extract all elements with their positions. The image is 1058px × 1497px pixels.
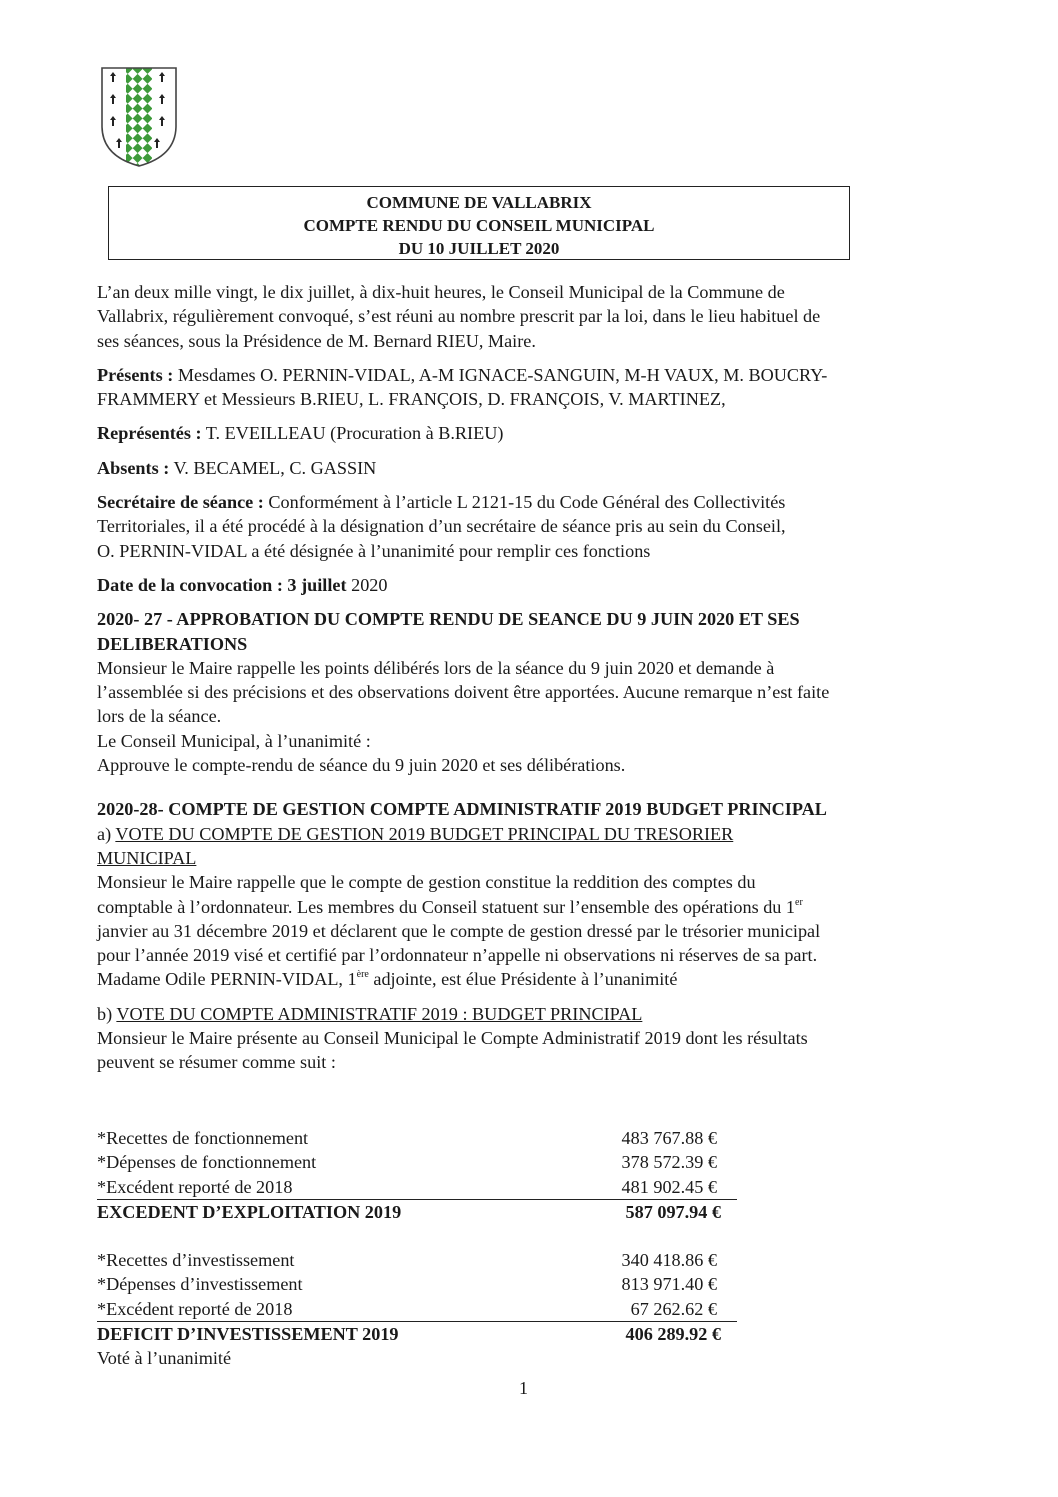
sub-b-text: Monsieur le Maire présente au Conseil Municipal le Compte Administratif 2019 dont les résultats xyxy=(97,1028,808,1049)
total-label: EXCEDENT D’EXPLOITATION 2019 xyxy=(97,1201,402,1222)
sub-a-title: VOTE DU COMPTE DE GESTION 2019 BUDGET PRINCIPAL DU TRESORIER xyxy=(115,823,734,844)
section-27-heading: 2020- 27 - APPROBATION DU COMPTE RENDU DE SEANCE DU 9 JUIN 2020 ET SES xyxy=(97,609,800,630)
row-amount: 813 971.40 € xyxy=(621,1274,717,1295)
sub-a-text: adjointe, est élue Présidente à l’unanimité xyxy=(368,969,678,990)
page-number: 1 xyxy=(519,1378,528,1398)
sub-b-text: peuvent se résumer comme suit : xyxy=(97,1052,336,1073)
total-row xyxy=(97,1199,737,1224)
document-body xyxy=(97,280,977,1085)
table-row xyxy=(97,1272,737,1296)
table-row xyxy=(97,1297,737,1321)
section-27-heading: DELIBERATIONS xyxy=(97,633,248,654)
row-amount: 481 902.45 € xyxy=(621,1176,717,1197)
row-amount: 340 418.86 € xyxy=(621,1250,717,1271)
sub-b-prefix: b) xyxy=(97,1003,117,1024)
superscript: er xyxy=(795,896,803,908)
row-label: *Excédent reporté de 2018 xyxy=(97,1298,293,1319)
total-row xyxy=(97,1321,737,1346)
row-label: *Dépenses de fonctionnement xyxy=(97,1152,317,1173)
convocation-paragraph xyxy=(97,573,977,597)
representes-label: Représentés : xyxy=(97,423,202,444)
row-amount: 378 572.39 € xyxy=(621,1152,717,1173)
sub-a-text: Monsieur le Maire rappelle que le compte de gestion constitue la reddition des comptes du xyxy=(97,872,756,893)
section-28a xyxy=(97,797,977,991)
presents-label: Présents : xyxy=(97,364,174,385)
municipal-crest-logo xyxy=(98,64,180,170)
sub-b-title: VOTE DU COMPTE ADMINISTRATIF 2019 : BUDGET PRINCIPAL xyxy=(116,1003,643,1024)
meeting-date: DU 10 JUILLET 2020 xyxy=(398,239,560,258)
sub-a-text: comptable à l’ordonnateur. Les membres du Conseil statuent sur l’ensemble des opérations du 1 xyxy=(97,896,796,917)
sub-a-prefix: a) xyxy=(97,823,116,844)
secretaire-text: Conformément à l’article L 2121-15 du Code Général des Collectivités xyxy=(263,492,786,513)
absents-label: Absents : xyxy=(97,457,170,478)
table-row xyxy=(97,1248,737,1272)
representes-text: T. EVEILLEAU (Procuration à B.RIEU) xyxy=(201,423,504,444)
section-28b xyxy=(97,1002,977,1075)
intro-line: Vallabrix, régulièrement convoqué, s’est réuni au nombre prescrit par la loi, dans le lieu habituel de xyxy=(97,306,821,327)
sub-a-text: pour l’année 2019 visé et certifié par l’ordonnateur n’appelle ni observations ni réserves de sa part. xyxy=(97,945,818,966)
section-27-text: Approuve le compte-rendu de séance du 9 juin 2020 et ses délibérations. xyxy=(97,755,626,776)
row-label: *Recettes d’investissement xyxy=(97,1250,295,1271)
secretaire-text: Territoriales, il a été procédé à la désignation d’un secrétaire de séance pris au sein du Conseil, xyxy=(97,516,786,537)
presents-text: FRAMMERY et Messieurs B.RIEU, L. FRANÇOIS, D. FRANÇOIS, V. MARTINEZ, xyxy=(97,389,726,410)
convocation-year: 2020 xyxy=(346,574,388,595)
table-row xyxy=(97,1175,737,1199)
table-row xyxy=(97,1126,737,1150)
total-amount: 406 289.92 € xyxy=(625,1324,721,1345)
vote-text: Voté à l’unanimité xyxy=(97,1348,232,1369)
document-title: COMPTE RENDU DU CONSEIL MUNICIPAL xyxy=(303,216,655,235)
convocation-label: Date de la convocation : 3 juillet xyxy=(97,574,347,595)
row-label: *Excédent reporté de 2018 xyxy=(97,1176,293,1197)
total-amount: 587 097.94 € xyxy=(625,1201,721,1222)
section-28-heading: 2020-28- COMPTE DE GESTION COMPTE ADMINISTRATIF 2019 BUDGET PRINCIPAL xyxy=(97,799,827,820)
row-label: *Recettes de fonctionnement xyxy=(97,1128,309,1148)
document-title-box xyxy=(108,186,850,260)
section-27 xyxy=(97,607,977,777)
presents-paragraph xyxy=(97,363,977,412)
absents-text: V. BECAMEL, C. GASSIN xyxy=(169,457,377,478)
spacer xyxy=(97,1224,737,1248)
section-27-text: l’assemblée si des précisions et des observations doivent être apportées. Aucune remarque n’est faite xyxy=(97,682,830,703)
vote-result xyxy=(97,1346,737,1370)
section-27-text: lors de la séance. xyxy=(97,706,222,727)
secretaire-paragraph xyxy=(97,490,977,563)
row-label: *Dépenses d’investissement xyxy=(97,1274,303,1295)
intro-paragraph xyxy=(97,280,977,353)
sub-a-text: Madame Odile PERNIN-VIDAL, 1 xyxy=(97,969,357,990)
commune-name: COMMUNE DE VALLABRIX xyxy=(366,193,592,212)
section-27-text: Monsieur le Maire rappelle les points délibérés lors de la séance du 9 juin 2020 et demande à xyxy=(97,657,775,678)
sub-a-text: janvier au 31 décembre 2019 et déclarent que le compte de gestion dressé par le trésorier municipal xyxy=(97,920,821,941)
intro-line: ses séances, sous la Présidence de M. Bernard RIEU, Maire. xyxy=(97,330,536,351)
table-row xyxy=(97,1150,737,1174)
absents-paragraph xyxy=(97,456,977,480)
intro-line: L’an deux mille vingt, le dix juillet, à dix-huit heures, le Conseil Municipal de la Commune de xyxy=(97,282,785,302)
total-label: DEFICIT D’INVESTISSEMENT 2019 xyxy=(97,1324,399,1345)
representes-paragraph xyxy=(97,421,977,445)
secretaire-text: O. PERNIN-VIDAL a été désignée à l’unanimité pour remplir ces fonctions xyxy=(97,540,651,561)
superscript: ère xyxy=(356,969,369,981)
row-amount: 67 262.62 € xyxy=(630,1298,717,1319)
secretaire-label: Secrétaire de séance : xyxy=(97,492,264,513)
section-27-text: Le Conseil Municipal, à l’unanimité : xyxy=(97,730,371,751)
sub-a-title: MUNICIPAL xyxy=(97,847,197,868)
budget-table xyxy=(97,1126,737,1371)
presents-text: Mesdames O. PERNIN-VIDAL, A-M IGNACE-SANGUIN, M-H VAUX, M. BOUCRY- xyxy=(173,364,828,385)
row-amount: 483 767.88 € xyxy=(621,1128,717,1148)
